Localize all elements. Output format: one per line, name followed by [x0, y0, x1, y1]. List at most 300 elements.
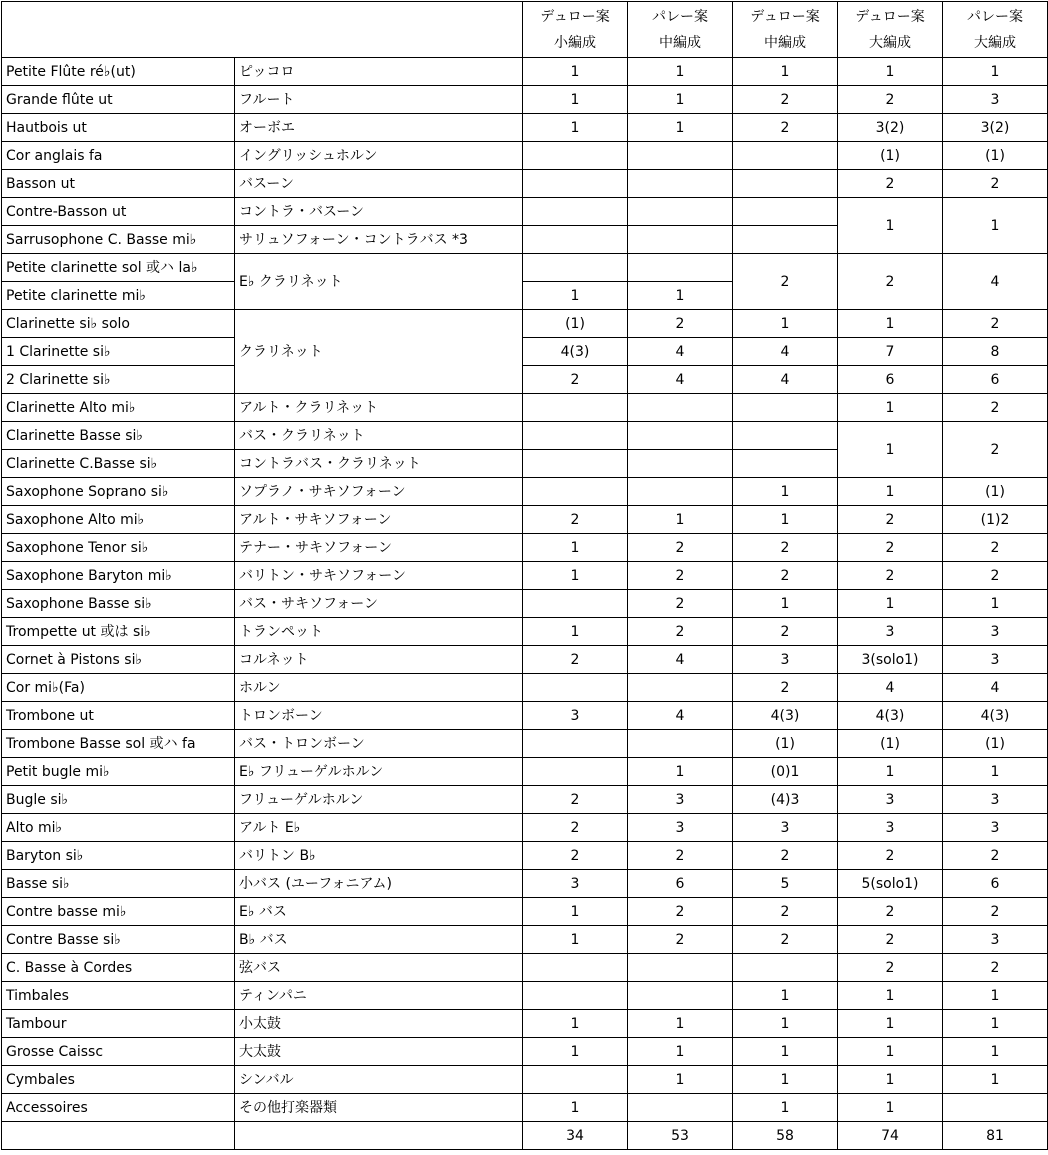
value-cell: 1: [838, 310, 943, 338]
value-cell: 4(3): [733, 702, 838, 730]
value-cell: 2: [733, 114, 838, 142]
value-cell: 4(3): [838, 702, 943, 730]
value-cell: [523, 590, 628, 618]
value-cell: [733, 142, 838, 170]
value-cell: 1: [943, 758, 1048, 786]
french-name: Saxophone Tenor si♭: [2, 534, 235, 562]
value-cell: 1: [733, 1038, 838, 1066]
value-cell: [523, 478, 628, 506]
value-cell: 1: [733, 1066, 838, 1094]
value-cell: 1: [838, 590, 943, 618]
french-name: Trombone ut: [2, 702, 235, 730]
value-cell: 2: [733, 674, 838, 702]
value-cell: 2: [733, 842, 838, 870]
french-name: Cor anglais fa: [2, 142, 235, 170]
value-cell: [523, 730, 628, 758]
japanese-name: バスーン: [235, 170, 523, 198]
table-row: [2, 1038, 1048, 1066]
table-row: [2, 562, 1048, 590]
value-cell: [523, 954, 628, 982]
value-cell: 1: [733, 58, 838, 86]
value-cell: 1: [838, 758, 943, 786]
value-cell: 2: [523, 842, 628, 870]
value-cell: [523, 450, 628, 478]
value-cell: 1: [628, 1066, 733, 1094]
table-row: [2, 422, 1048, 450]
header-pares-large: パレー案 大編成: [943, 2, 1048, 58]
value-cell: 3: [523, 870, 628, 898]
value-cell: 2: [628, 534, 733, 562]
value-cell: 7: [838, 338, 943, 366]
value-cell: [523, 674, 628, 702]
table-row: [2, 758, 1048, 786]
value-cell: 2: [628, 310, 733, 338]
japanese-name: B♭ バス: [235, 926, 523, 954]
japanese-name: フリューゲルホルン: [235, 786, 523, 814]
value-cell: 2: [838, 86, 943, 114]
value-cell: (1): [733, 730, 838, 758]
value-cell: 1: [943, 58, 1048, 86]
value-cell: 1: [943, 1038, 1048, 1066]
value-cell: 4: [628, 366, 733, 394]
value-cell: 1: [838, 1066, 943, 1094]
value-cell: [733, 954, 838, 982]
japanese-name: アルト E♭: [235, 814, 523, 842]
value-cell: 2: [838, 954, 943, 982]
value-cell: 1: [838, 478, 943, 506]
value-cell: 2: [523, 814, 628, 842]
french-name: Petite clarinette sol 或ハ la♭: [2, 254, 235, 282]
table-row: [2, 310, 1048, 338]
value-cell: [628, 1094, 733, 1122]
table-row: [2, 58, 1048, 86]
value-cell: 2: [838, 562, 943, 590]
value-cell: [628, 142, 733, 170]
french-name: Petite clarinette mi♭: [2, 282, 235, 310]
table-row: [2, 618, 1048, 646]
value-cell: 4: [733, 338, 838, 366]
value-cell: [628, 394, 733, 422]
value-cell: 3: [943, 814, 1048, 842]
value-cell: 5(solo1): [838, 870, 943, 898]
value-cell: 4: [943, 254, 1048, 310]
french-name: Tambour: [2, 1010, 235, 1038]
value-cell: 1: [838, 198, 943, 254]
value-cell: 1: [628, 1038, 733, 1066]
value-cell: 2: [628, 618, 733, 646]
japanese-name: フルート: [235, 86, 523, 114]
value-cell: 1: [838, 1038, 943, 1066]
japanese-name: ソプラノ・サキソフォーン: [235, 478, 523, 506]
header-blank-cell: [2, 2, 523, 58]
value-cell: [523, 758, 628, 786]
value-cell: 1: [628, 58, 733, 86]
value-cell: 1: [523, 618, 628, 646]
value-cell: 4: [838, 674, 943, 702]
value-cell: 1: [523, 898, 628, 926]
value-cell: [523, 170, 628, 198]
table-row: [2, 86, 1048, 114]
value-cell: 1: [523, 1010, 628, 1038]
value-cell: 1: [943, 1066, 1048, 1094]
value-cell: 3(solo1): [838, 646, 943, 674]
french-name: Grosse Caissc: [2, 1038, 235, 1066]
japanese-name: E♭ バス: [235, 898, 523, 926]
value-cell: 4: [628, 338, 733, 366]
table-row: [2, 142, 1048, 170]
table-row: [2, 534, 1048, 562]
value-cell: 3: [733, 646, 838, 674]
value-cell: 2: [838, 898, 943, 926]
totals-blank-cell: [235, 1122, 523, 1150]
table-row: [2, 114, 1048, 142]
table-row: [2, 1010, 1048, 1038]
value-cell: 6: [628, 870, 733, 898]
value-cell: [523, 1066, 628, 1094]
table-row: [2, 506, 1048, 534]
value-cell: 2: [943, 954, 1048, 982]
header-row: [2, 2, 1048, 58]
value-cell: [628, 422, 733, 450]
value-cell: 3: [628, 786, 733, 814]
value-cell: (1): [943, 730, 1048, 758]
french-name: Petite Flûte ré♭(ut): [2, 58, 235, 86]
table-row: [2, 814, 1048, 842]
value-cell: 1: [523, 86, 628, 114]
value-cell: [628, 254, 733, 282]
value-cell: 2: [943, 562, 1048, 590]
value-cell: 2: [733, 618, 838, 646]
french-name: Grande flûte ut: [2, 86, 235, 114]
value-cell: 1: [628, 282, 733, 310]
total-cell: 53: [628, 1122, 733, 1150]
value-cell: 2: [838, 534, 943, 562]
value-cell: 3: [733, 814, 838, 842]
value-cell: 1: [523, 58, 628, 86]
french-name: Saxophone Basse si♭: [2, 590, 235, 618]
value-cell: [628, 226, 733, 254]
total-cell: 58: [733, 1122, 838, 1150]
header-duro-large: デュロー案 大編成: [838, 2, 943, 58]
value-cell: 2: [733, 254, 838, 310]
value-cell: 1: [838, 1094, 943, 1122]
value-cell: (1)2: [943, 506, 1048, 534]
value-cell: 1: [943, 198, 1048, 254]
value-cell: [733, 170, 838, 198]
value-cell: 2: [943, 842, 1048, 870]
value-cell: 1: [733, 1010, 838, 1038]
japanese-name: シンバル: [235, 1066, 523, 1094]
value-cell: 4: [628, 646, 733, 674]
value-cell: 2: [628, 842, 733, 870]
table-row: [2, 730, 1048, 758]
value-cell: [523, 394, 628, 422]
french-name: Contre Basse si♭: [2, 926, 235, 954]
value-cell: 2: [523, 786, 628, 814]
value-cell: 3: [523, 702, 628, 730]
value-cell: 2: [733, 898, 838, 926]
value-cell: 2: [523, 506, 628, 534]
japanese-name: 弦バス: [235, 954, 523, 982]
french-name: Clarinette Alto mi♭: [2, 394, 235, 422]
value-cell: [943, 1094, 1048, 1122]
value-cell: 2: [943, 310, 1048, 338]
value-cell: (1): [523, 310, 628, 338]
value-cell: 5: [733, 870, 838, 898]
header-duro-small: デュロー案 小編成: [523, 2, 628, 58]
japanese-name: アルト・クラリネット: [235, 394, 523, 422]
table-row: [2, 170, 1048, 198]
header-duro-medium: デュロー案 中編成: [733, 2, 838, 58]
value-cell: 2: [733, 86, 838, 114]
japanese-name: E♭ クラリネット: [235, 254, 523, 310]
japanese-name: コントラ・バスーン: [235, 198, 523, 226]
french-name: Alto mi♭: [2, 814, 235, 842]
value-cell: [628, 170, 733, 198]
value-cell: 1: [523, 1094, 628, 1122]
value-cell: 3(2): [943, 114, 1048, 142]
value-cell: (1): [943, 142, 1048, 170]
value-cell: 6: [943, 366, 1048, 394]
table-row: [2, 954, 1048, 982]
value-cell: (1): [943, 478, 1048, 506]
value-cell: 1: [943, 590, 1048, 618]
value-cell: 2: [943, 422, 1048, 478]
french-name: Clarinette si♭ solo: [2, 310, 235, 338]
value-cell: [628, 478, 733, 506]
japanese-name: 小バス (ユーフォニアム): [235, 870, 523, 898]
value-cell: 3: [838, 786, 943, 814]
japanese-name: アルト・サキソフォーン: [235, 506, 523, 534]
value-cell: 4: [733, 366, 838, 394]
value-cell: [523, 254, 628, 282]
french-name: Saxophone Baryton mi♭: [2, 562, 235, 590]
value-cell: [733, 422, 838, 450]
japanese-name: イングリッシュホルン: [235, 142, 523, 170]
value-cell: 8: [943, 338, 1048, 366]
value-cell: 2: [628, 898, 733, 926]
value-cell: (1): [838, 730, 943, 758]
table-row: [2, 926, 1048, 954]
french-name: Contre-Basson ut: [2, 198, 235, 226]
japanese-name: トロンボーン: [235, 702, 523, 730]
value-cell: 1: [628, 506, 733, 534]
japanese-name: バス・トロンボーン: [235, 730, 523, 758]
french-name: Trombone Basse sol 或ハ fa: [2, 730, 235, 758]
value-cell: 1: [838, 394, 943, 422]
value-cell: 2: [628, 590, 733, 618]
table-row: [2, 870, 1048, 898]
totals-blank-cell: [2, 1122, 235, 1150]
japanese-name: ピッコロ: [235, 58, 523, 86]
total-cell: 34: [523, 1122, 628, 1150]
value-cell: [628, 198, 733, 226]
table-row: [2, 254, 1048, 282]
value-cell: (4)3: [733, 786, 838, 814]
value-cell: [523, 198, 628, 226]
value-cell: 2: [523, 646, 628, 674]
value-cell: 1: [628, 86, 733, 114]
japanese-name: トランペット: [235, 618, 523, 646]
value-cell: 2: [523, 366, 628, 394]
value-cell: 3: [628, 814, 733, 842]
value-cell: 4(3): [523, 338, 628, 366]
value-cell: [733, 394, 838, 422]
value-cell: [733, 450, 838, 478]
japanese-name: ホルン: [235, 674, 523, 702]
french-name: Cymbales: [2, 1066, 235, 1094]
value-cell: [628, 450, 733, 478]
table-row: [2, 786, 1048, 814]
value-cell: 1: [733, 1094, 838, 1122]
table-row: [2, 478, 1048, 506]
french-name: C. Basse à Cordes: [2, 954, 235, 982]
value-cell: 2: [628, 562, 733, 590]
value-cell: 1: [838, 58, 943, 86]
value-cell: 2: [628, 926, 733, 954]
table-row: [2, 674, 1048, 702]
french-name: Timbales: [2, 982, 235, 1010]
table-row: [2, 198, 1048, 226]
value-cell: 1: [523, 562, 628, 590]
french-name: 2 Clarinette si♭: [2, 366, 235, 394]
value-cell: 4: [943, 674, 1048, 702]
table-row: [2, 394, 1048, 422]
japanese-name: テナー・サキソフォーン: [235, 534, 523, 562]
totals-row: [2, 1122, 1048, 1150]
value-cell: 1: [733, 982, 838, 1010]
value-cell: 1: [943, 1010, 1048, 1038]
french-name: Saxophone Soprano si♭: [2, 478, 235, 506]
french-name: Basse si♭: [2, 870, 235, 898]
japanese-name: バス・サキソフォーン: [235, 590, 523, 618]
table-row: [2, 338, 1048, 366]
value-cell: [628, 982, 733, 1010]
header-pares-medium: パレー案 中編成: [628, 2, 733, 58]
value-cell: 1: [943, 982, 1048, 1010]
value-cell: 2: [943, 898, 1048, 926]
value-cell: 2: [838, 506, 943, 534]
value-cell: [628, 954, 733, 982]
total-cell: 74: [838, 1122, 943, 1150]
japanese-name: ティンパニ: [235, 982, 523, 1010]
value-cell: 3: [943, 618, 1048, 646]
value-cell: 1: [523, 1038, 628, 1066]
value-cell: 3(2): [838, 114, 943, 142]
instrumentation-table: [1, 1, 1048, 1150]
value-cell: 6: [838, 366, 943, 394]
japanese-name: コントラバス・クラリネット: [235, 450, 523, 478]
table-row: [2, 366, 1048, 394]
value-cell: 3: [943, 786, 1048, 814]
value-cell: [523, 422, 628, 450]
value-cell: [733, 198, 838, 226]
french-name: Cor mi♭(Fa): [2, 674, 235, 702]
french-name: 1 Clarinette si♭: [2, 338, 235, 366]
japanese-name: バリトン B♭: [235, 842, 523, 870]
french-name: Hautbois ut: [2, 114, 235, 142]
value-cell: 1: [733, 590, 838, 618]
value-cell: 2: [838, 254, 943, 310]
french-name: Baryton si♭: [2, 842, 235, 870]
value-cell: 1: [733, 506, 838, 534]
french-name: Clarinette C.Basse si♭: [2, 450, 235, 478]
value-cell: 1: [628, 758, 733, 786]
french-name: Trompette ut 或は si♭: [2, 618, 235, 646]
value-cell: 1: [523, 114, 628, 142]
french-name: Sarrusophone C. Basse mi♭: [2, 226, 235, 254]
japanese-name: オーボエ: [235, 114, 523, 142]
value-cell: (1): [838, 142, 943, 170]
value-cell: 3: [943, 926, 1048, 954]
value-cell: 3: [943, 86, 1048, 114]
value-cell: 3: [943, 646, 1048, 674]
japanese-name: クラリネット: [235, 310, 523, 394]
table-row: [2, 842, 1048, 870]
value-cell: 2: [733, 562, 838, 590]
value-cell: (0)1: [733, 758, 838, 786]
value-cell: 2: [733, 926, 838, 954]
total-cell: 81: [943, 1122, 1048, 1150]
table-row: [2, 982, 1048, 1010]
value-cell: [523, 142, 628, 170]
value-cell: 1: [838, 982, 943, 1010]
french-name: Cornet à Pistons si♭: [2, 646, 235, 674]
value-cell: 1: [628, 1010, 733, 1038]
french-name: Bugle si♭: [2, 786, 235, 814]
value-cell: 1: [838, 422, 943, 478]
value-cell: 2: [943, 394, 1048, 422]
japanese-name: サリュソフォーン・コントラバス *3: [235, 226, 523, 254]
value-cell: 2: [838, 842, 943, 870]
french-name: Accessoires: [2, 1094, 235, 1122]
japanese-name: バリトン・サキソフォーン: [235, 562, 523, 590]
value-cell: [733, 226, 838, 254]
french-name: Saxophone Alto mi♭: [2, 506, 235, 534]
value-cell: 3: [838, 814, 943, 842]
table-row: [2, 1066, 1048, 1094]
japanese-name: E♭ フリューゲルホルン: [235, 758, 523, 786]
table-row: [2, 646, 1048, 674]
french-name: Contre basse mi♭: [2, 898, 235, 926]
japanese-name: その他打楽器類: [235, 1094, 523, 1122]
table-row: [2, 898, 1048, 926]
value-cell: 2: [943, 170, 1048, 198]
value-cell: [523, 982, 628, 1010]
value-cell: 2: [943, 534, 1048, 562]
japanese-name: 小太鼓: [235, 1010, 523, 1038]
french-name: Petit bugle mi♭: [2, 758, 235, 786]
value-cell: 1: [523, 282, 628, 310]
value-cell: [523, 226, 628, 254]
french-name: Clarinette Basse si♭: [2, 422, 235, 450]
japanese-name: バス・クラリネット: [235, 422, 523, 450]
value-cell: 1: [523, 534, 628, 562]
value-cell: 2: [838, 926, 943, 954]
table-row: [2, 702, 1048, 730]
value-cell: 1: [733, 310, 838, 338]
value-cell: 2: [838, 170, 943, 198]
value-cell: 4(3): [943, 702, 1048, 730]
value-cell: 1: [733, 478, 838, 506]
value-cell: 1: [838, 1010, 943, 1038]
value-cell: 1: [628, 114, 733, 142]
table-row: [2, 590, 1048, 618]
value-cell: [628, 674, 733, 702]
table-row: [2, 1094, 1048, 1122]
value-cell: 6: [943, 870, 1048, 898]
value-cell: 4: [628, 702, 733, 730]
